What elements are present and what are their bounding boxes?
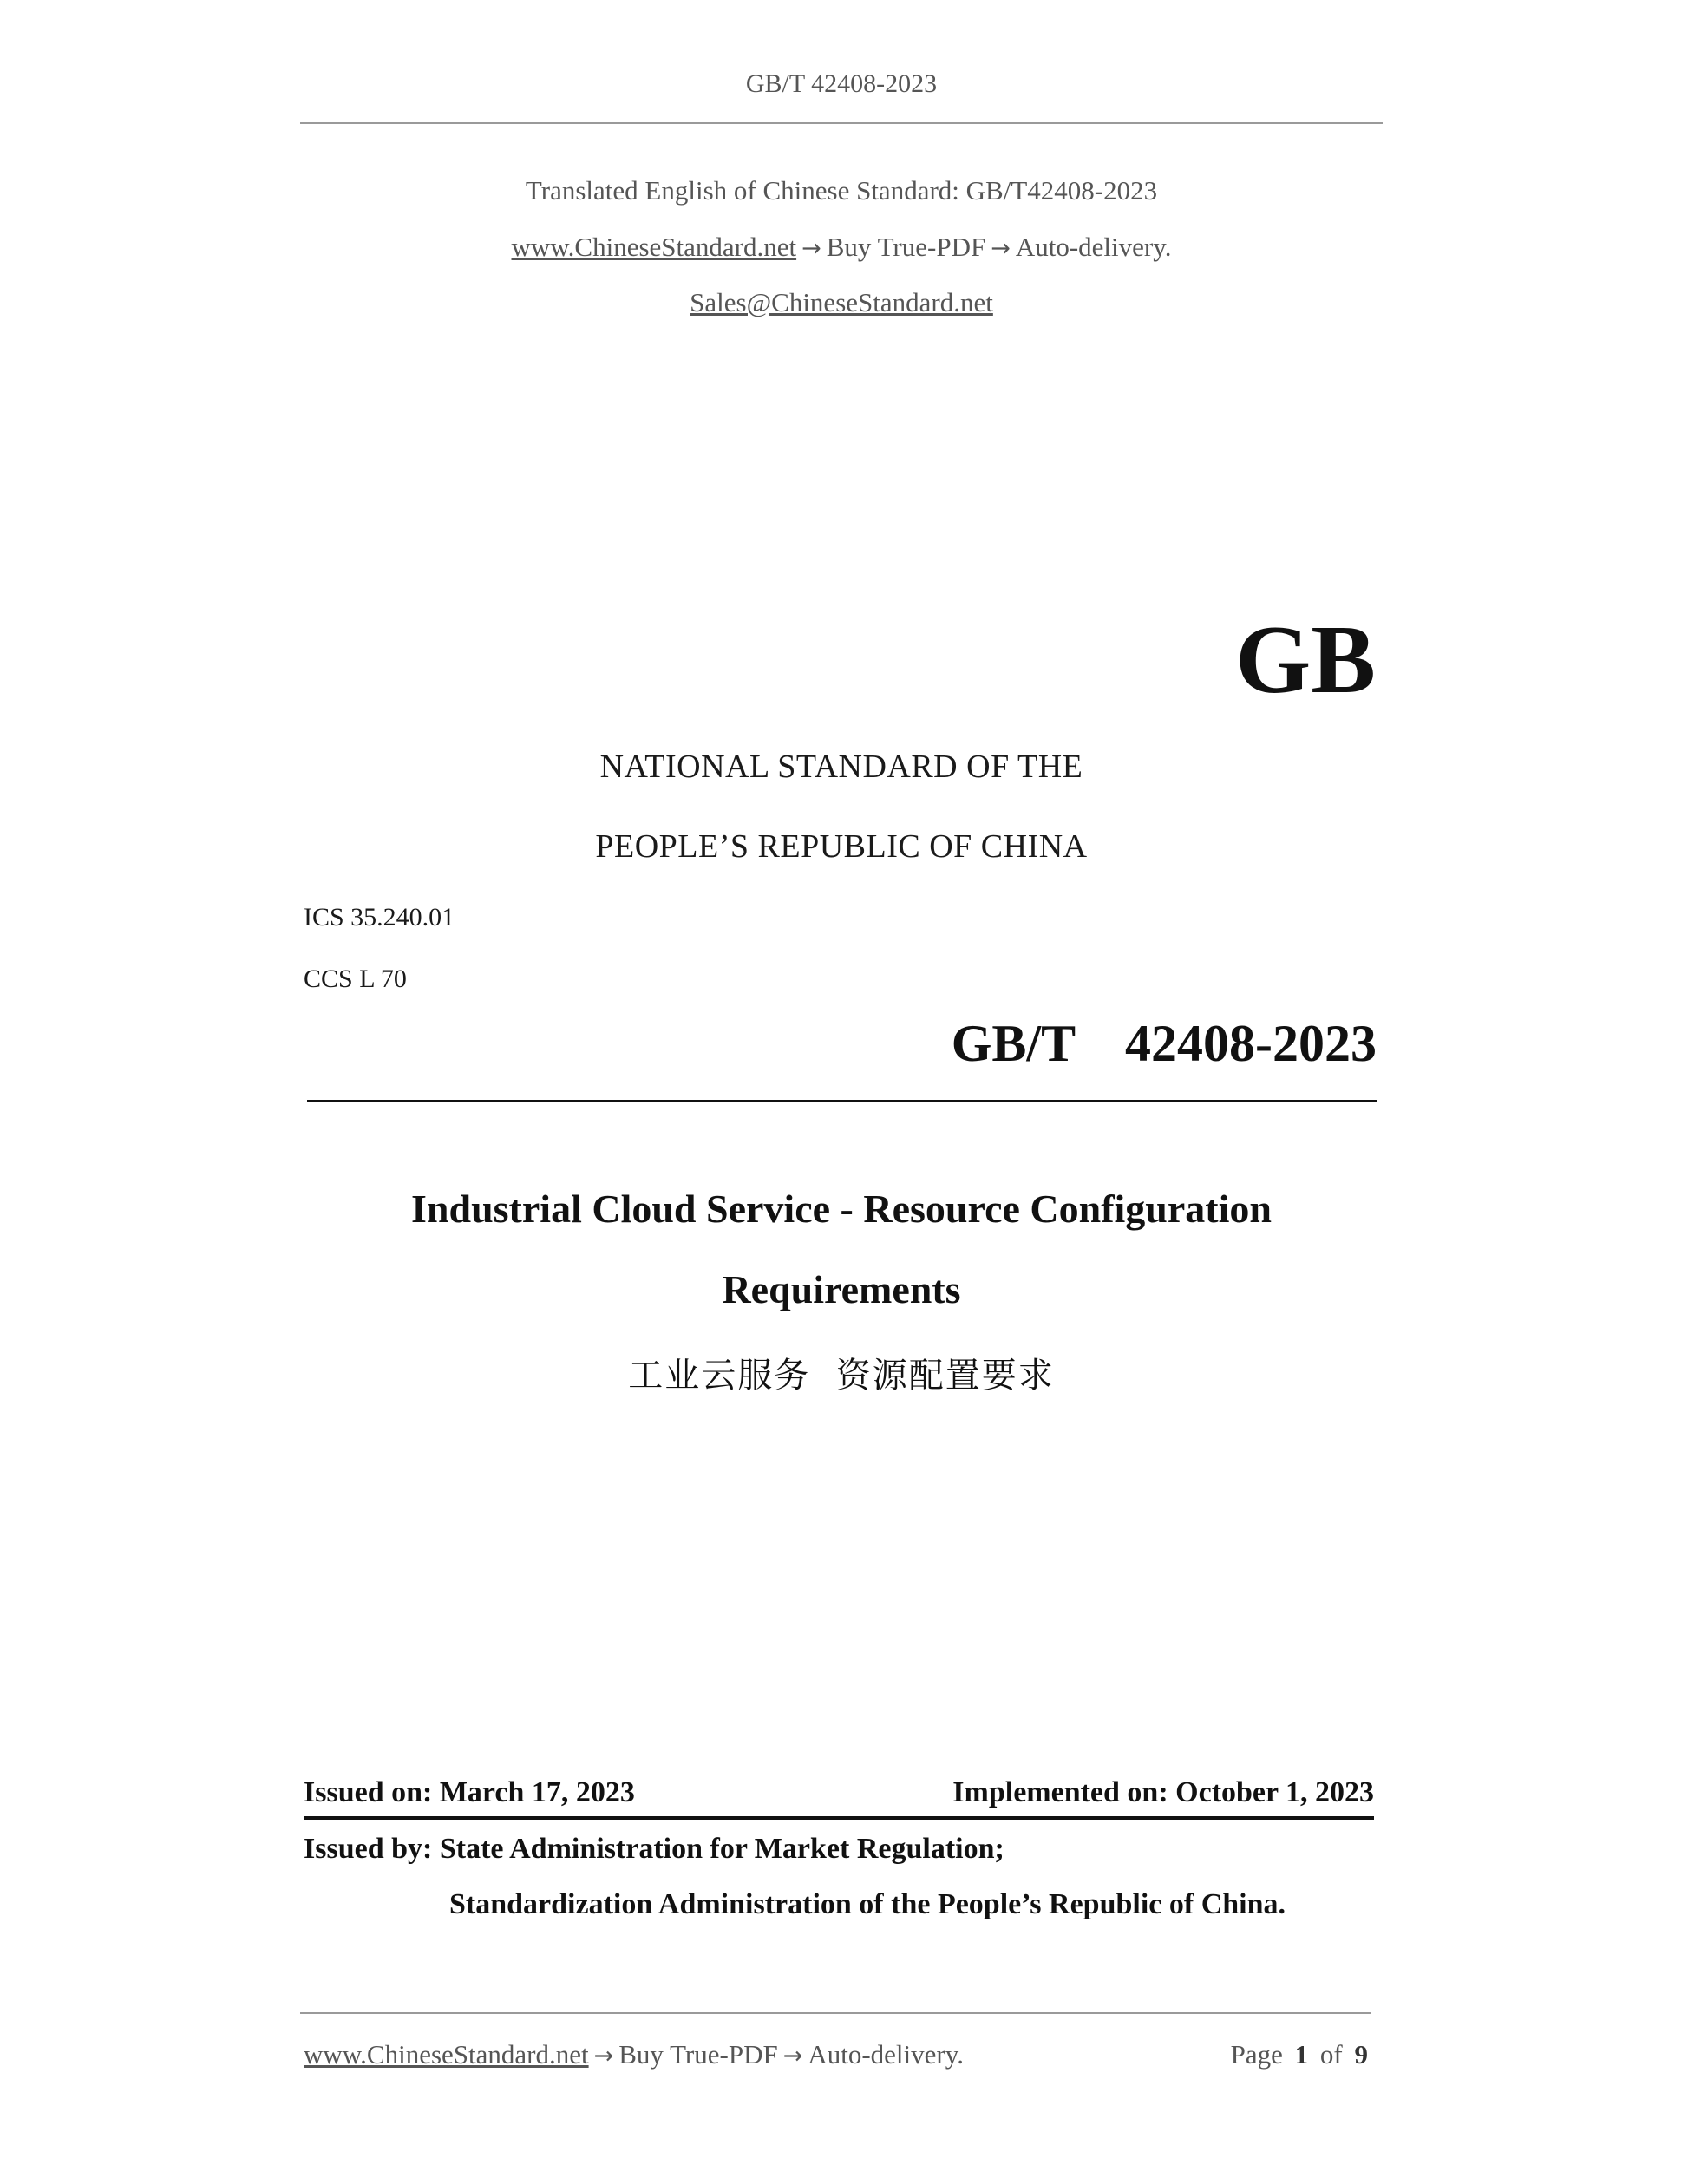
dates-rule bbox=[304, 1816, 1374, 1820]
title-chinese: 工业云服务 资源配置要求 bbox=[628, 1356, 1055, 1396]
purchase-notice bbox=[300, 232, 1383, 263]
ccs-code: CCS L 70 bbox=[304, 964, 407, 993]
site-link[interactable]: www.ChineseStandard.net bbox=[511, 232, 797, 262]
standard-number-rule bbox=[307, 1100, 1377, 1102]
footer-divider bbox=[300, 2012, 1371, 2014]
ics-code: ICS 35.240.01 bbox=[304, 903, 455, 932]
of-word: of bbox=[1319, 2039, 1343, 2070]
title-english-line-1: Industrial Cloud Service - Resource Configuration bbox=[411, 1187, 1272, 1231]
page-indicator bbox=[1231, 2039, 1368, 2070]
footer-purchase-notice bbox=[304, 2039, 964, 2070]
issuer-line-1: Issued by: State Administration for Market Regulation; bbox=[304, 1833, 1004, 1865]
footer-site-link[interactable]: www.ChineseStandard.net bbox=[304, 2039, 589, 2070]
national-standard-line-1: NATIONAL STANDARD OF THE bbox=[599, 749, 1083, 785]
translation-notice: Translated English of Chinese Standard: GB/T42408-2023 bbox=[525, 175, 1158, 206]
implemented-on-date: Implemented on: October 1, 2023 bbox=[952, 1776, 1374, 1808]
footer-buy-label: Buy True-PDF bbox=[618, 2039, 778, 2070]
page-total: 9 bbox=[1354, 2039, 1368, 2070]
issuer-line-2: Standardization Administration of the People’s Republic of China. bbox=[449, 1888, 1286, 1920]
standard-number: GB/T 42408-2023 bbox=[951, 1015, 1377, 1072]
email-notice bbox=[300, 287, 1383, 318]
running-header: GB/T 42408-2023 bbox=[745, 69, 938, 98]
arrow-right-icon: → bbox=[782, 2043, 803, 2070]
gb-mark: GB bbox=[1235, 606, 1376, 714]
header-divider bbox=[300, 122, 1383, 124]
page-word: Page bbox=[1230, 2039, 1283, 2070]
title-english-line-2: Requirements bbox=[722, 1267, 961, 1311]
buy-label: Buy True-PDF bbox=[826, 232, 986, 262]
email-link[interactable]: Sales@ChineseStandard.net bbox=[690, 287, 993, 317]
delivery-label: Auto-delivery. bbox=[1015, 232, 1172, 262]
arrow-right-icon: → bbox=[593, 2043, 614, 2070]
page-current: 1 bbox=[1294, 2039, 1309, 2070]
national-standard-line-2: PEOPLE’S REPUBLIC OF CHINA bbox=[595, 828, 1088, 865]
footer-delivery-label: Auto-delivery. bbox=[808, 2039, 964, 2070]
issued-on-date: Issued on: March 17, 2023 bbox=[304, 1776, 635, 1808]
arrow-right-icon: → bbox=[801, 235, 821, 262]
arrow-right-icon: → bbox=[991, 235, 1011, 262]
